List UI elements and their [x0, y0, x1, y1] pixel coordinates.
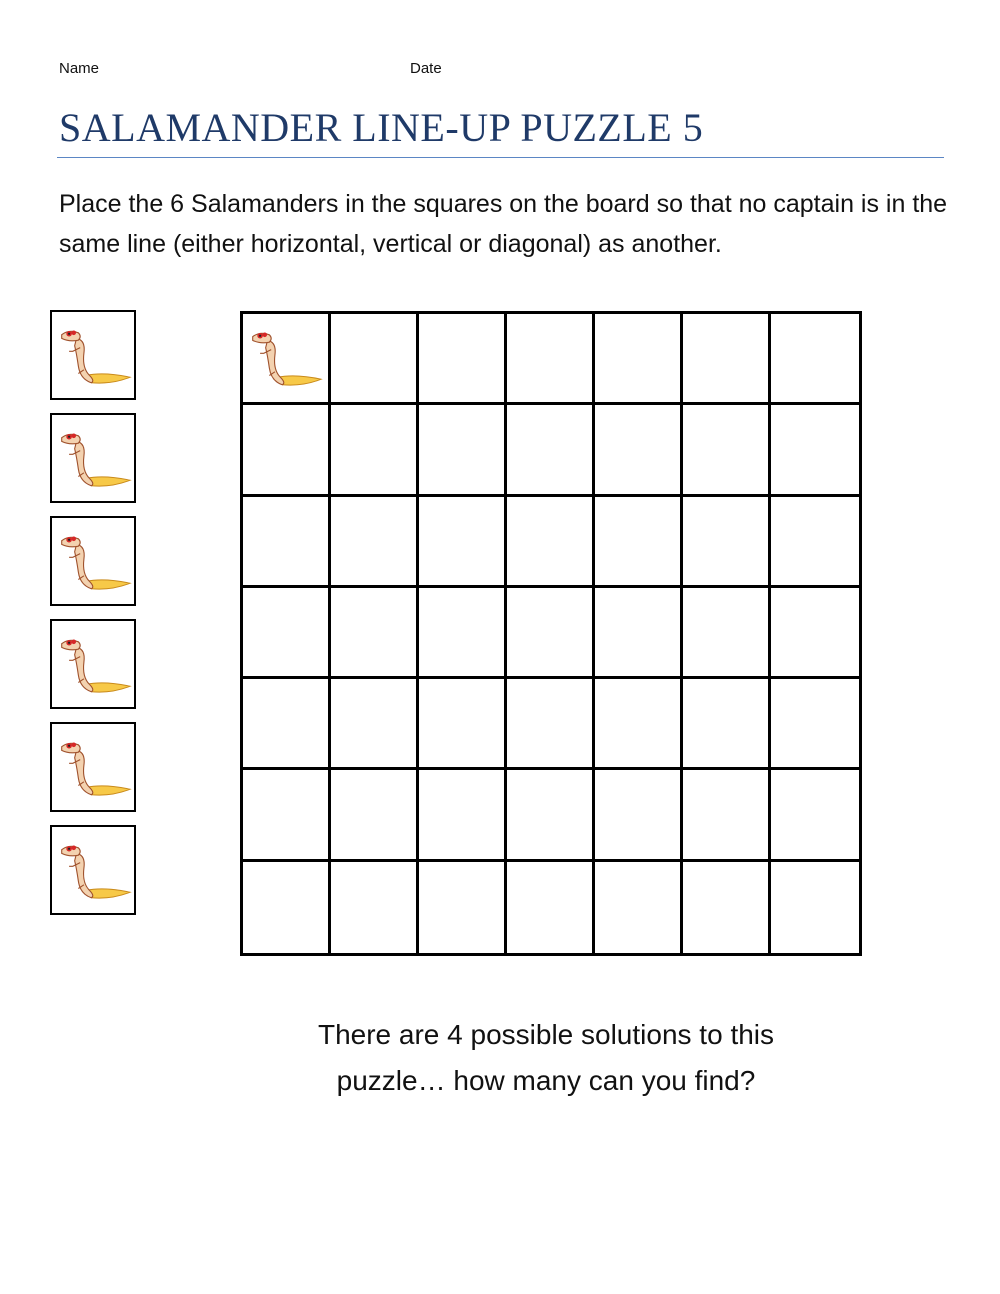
- board-cell[interactable]: [507, 588, 595, 679]
- date-label: Date: [410, 60, 442, 77]
- board-cell[interactable]: [243, 679, 331, 770]
- board-cell[interactable]: [331, 862, 419, 953]
- board-cell[interactable]: [419, 588, 507, 679]
- board-cell[interactable]: [507, 405, 595, 496]
- salamander-icon: [58, 318, 132, 392]
- instructions-text: Place the 6 Salamanders in the squares on the board so that no captain is in the same line (either horizontal, vertical or diagonal) as another.: [59, 190, 948, 258]
- board-cell[interactable]: [419, 770, 507, 861]
- salamander-icon: [58, 627, 132, 701]
- board-cell[interactable]: [683, 405, 771, 496]
- tray-salamander-tile[interactable]: [50, 310, 136, 400]
- board-cell[interactable]: [771, 497, 859, 588]
- board-cell[interactable]: [331, 770, 419, 861]
- footer-text: [250, 1012, 842, 1104]
- board-cell[interactable]: [243, 862, 331, 953]
- board-cell[interactable]: [507, 314, 595, 405]
- board-cell[interactable]: [507, 770, 595, 861]
- board-cell[interactable]: [683, 862, 771, 953]
- board-cell[interactable]: [243, 770, 331, 861]
- board-cell[interactable]: [331, 588, 419, 679]
- board-cell[interactable]: [595, 770, 683, 861]
- board-cell[interactable]: [595, 497, 683, 588]
- board-cell[interactable]: [331, 314, 419, 405]
- name-label: Name: [59, 60, 100, 77]
- salamander-icon: [58, 833, 132, 907]
- page-title: SALAMANDER LINE-UP PUZZLE 5: [59, 105, 704, 150]
- board-cell[interactable]: [507, 862, 595, 953]
- board-cell[interactable]: [683, 314, 771, 405]
- board-cell[interactable]: [243, 314, 331, 405]
- board-cell[interactable]: [771, 770, 859, 861]
- board-cell[interactable]: [595, 588, 683, 679]
- tray-salamander-tile[interactable]: [50, 516, 136, 606]
- board-cell[interactable]: [419, 314, 507, 405]
- board-cell[interactable]: [595, 679, 683, 770]
- board-cell[interactable]: [771, 679, 859, 770]
- board-cell[interactable]: [771, 588, 859, 679]
- tray-salamander-tile[interactable]: [50, 722, 136, 812]
- board-cell[interactable]: [683, 588, 771, 679]
- board-cell[interactable]: [419, 862, 507, 953]
- tray-salamander-tile[interactable]: [50, 413, 136, 503]
- puzzle-board: [240, 311, 862, 956]
- title-divider: [57, 157, 944, 158]
- board-cell[interactable]: [419, 679, 507, 770]
- board-cell[interactable]: [243, 497, 331, 588]
- board-cell[interactable]: [507, 679, 595, 770]
- board-cell[interactable]: [683, 679, 771, 770]
- tray-salamander-tile[interactable]: [50, 619, 136, 709]
- board-cell[interactable]: [243, 405, 331, 496]
- salamander-icon: [58, 421, 132, 495]
- board-cell[interactable]: [595, 314, 683, 405]
- salamander-icon: [58, 730, 132, 804]
- tray-salamander-tile[interactable]: [50, 825, 136, 915]
- board-cell[interactable]: [595, 405, 683, 496]
- salamander-icon: [249, 320, 323, 394]
- board-cell[interactable]: [507, 497, 595, 588]
- footer-line-1: There are 4 possible solutions to this: [317, 1019, 775, 1050]
- footer-line-2: puzzle… how many can you find?: [336, 1065, 756, 1096]
- board-cell[interactable]: [331, 679, 419, 770]
- board-cell[interactable]: [771, 862, 859, 953]
- board-cell[interactable]: [331, 497, 419, 588]
- board-cell[interactable]: [683, 497, 771, 588]
- board-cell[interactable]: [683, 770, 771, 861]
- board-cell[interactable]: [331, 405, 419, 496]
- board-cell[interactable]: [595, 862, 683, 953]
- board-cell[interactable]: [419, 405, 507, 496]
- board-cell[interactable]: [419, 497, 507, 588]
- board-cell[interactable]: [771, 405, 859, 496]
- board-cell[interactable]: [771, 314, 859, 405]
- board-cell[interactable]: [243, 588, 331, 679]
- salamander-icon: [58, 524, 132, 598]
